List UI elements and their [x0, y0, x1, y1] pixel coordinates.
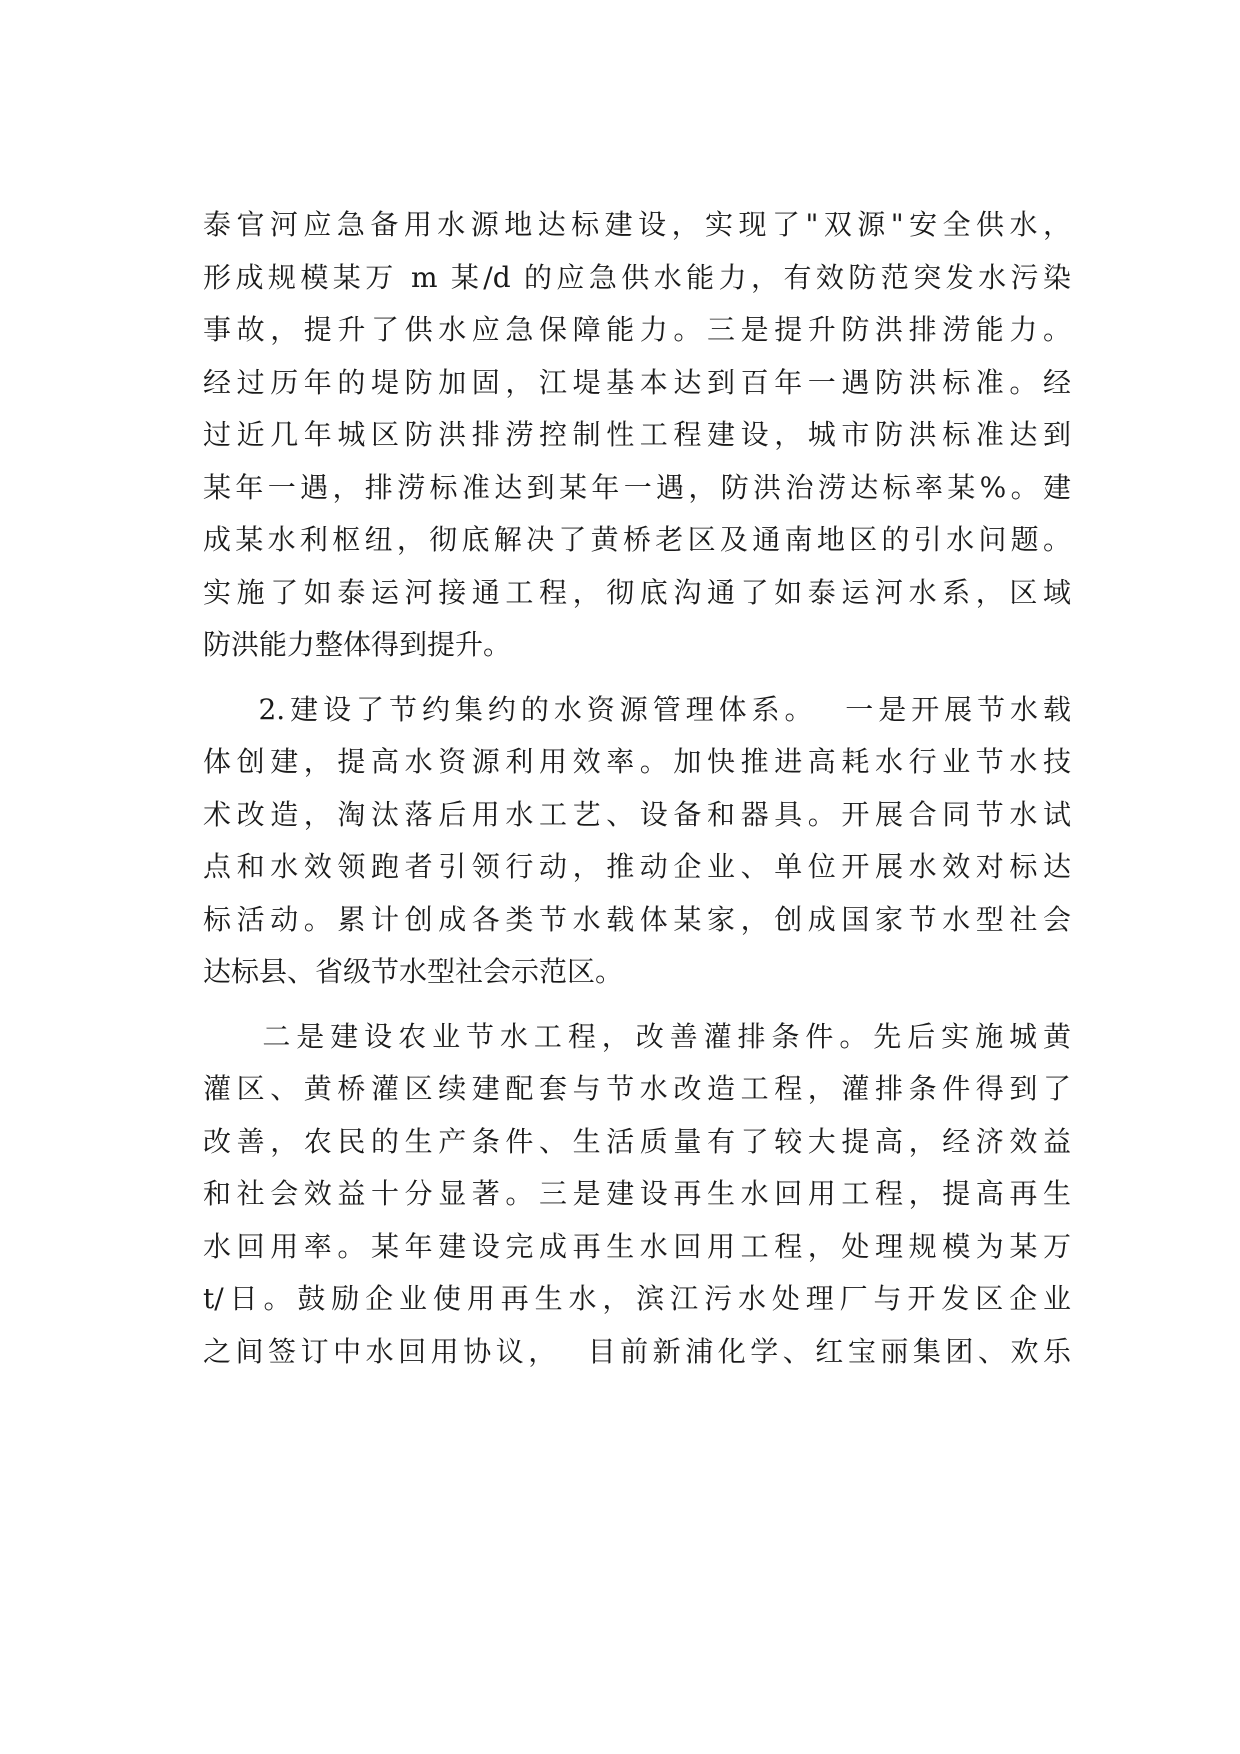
text-line: 达标县、省级节水型社会示范区。 — [203, 955, 624, 988]
paragraph — [203, 1011, 1071, 1379]
paragraph — [203, 684, 1071, 999]
text-line: 泰官河应急备用水源地达标建设，实现了"双源"安全供水， — [203, 208, 1071, 241]
text-line: t/日。鼓励企业使用再生水，滨江污水处理厂与开发区企业 — [203, 1282, 1071, 1315]
body-text — [203, 199, 1071, 1378]
text-line: 形成规模某万 m 某/d 的应急供水能力，有效防范突发水污染 — [203, 260, 1071, 294]
text-line: 和社会效益十分显著。三是建设再生水回用工程，提高再生 — [203, 1177, 1071, 1210]
text-line: 体创建，提高水资源利用效率。加快推进高耗水行业节水技 — [203, 745, 1071, 778]
text-line: 术改造，淘汰落后用水工艺、设备和器具。开展合同节水试 — [203, 797, 1071, 831]
text-line: 点和水效领跑者引领行动，推动企业、单位开展水效对标达 — [203, 850, 1071, 883]
text-line: 改善，农民的生产条件、生活质量有了较大提高，经济效益 — [203, 1124, 1071, 1158]
text-line: 成某水利枢纽，彻底解决了黄桥老区及通南地区的引水问题。 — [203, 523, 1071, 556]
text-line: 2.建设了节约集约的水资源管理体系。 一是开展节水载 — [203, 692, 1071, 726]
text-line: 水回用率。某年建设完成再生水回用工程，处理规模为某万 — [203, 1229, 1071, 1263]
text-line: 某年一遇，排涝标准达到某年一遇，防洪治涝达标率某%。建 — [203, 470, 1071, 504]
text-line: 灌区、黄桥灌区续建配套与节水改造工程，灌排条件得到了 — [203, 1072, 1071, 1105]
text-line: 实施了如泰运河接通工程，彻底沟通了如泰运河水系，区域 — [203, 575, 1071, 609]
text-line: 过近几年城区防洪排涝控制性工程建设，城市防洪标准达到 — [203, 418, 1071, 451]
text-line: 防洪能力整体得到提升。 — [203, 628, 512, 661]
paragraph — [203, 199, 1071, 672]
text-line: 之间签订中水回用协议， 目前新浦化学、红宝丽集团、欢乐 — [203, 1334, 1071, 1368]
text-line: 标活动。累计创成各类节水载体某家，创成国家节水型社会 — [203, 902, 1071, 936]
text-line: 事故，提升了供水应急保障能力。三是提升防洪排涝能力。 — [203, 313, 1071, 346]
text-line: 经过历年的堤防加固，江堤基本达到百年一遇防洪标准。经 — [203, 365, 1071, 399]
text-line: 二是建设农业节水工程，改善灌排条件。先后实施城黄 — [203, 1019, 1071, 1053]
